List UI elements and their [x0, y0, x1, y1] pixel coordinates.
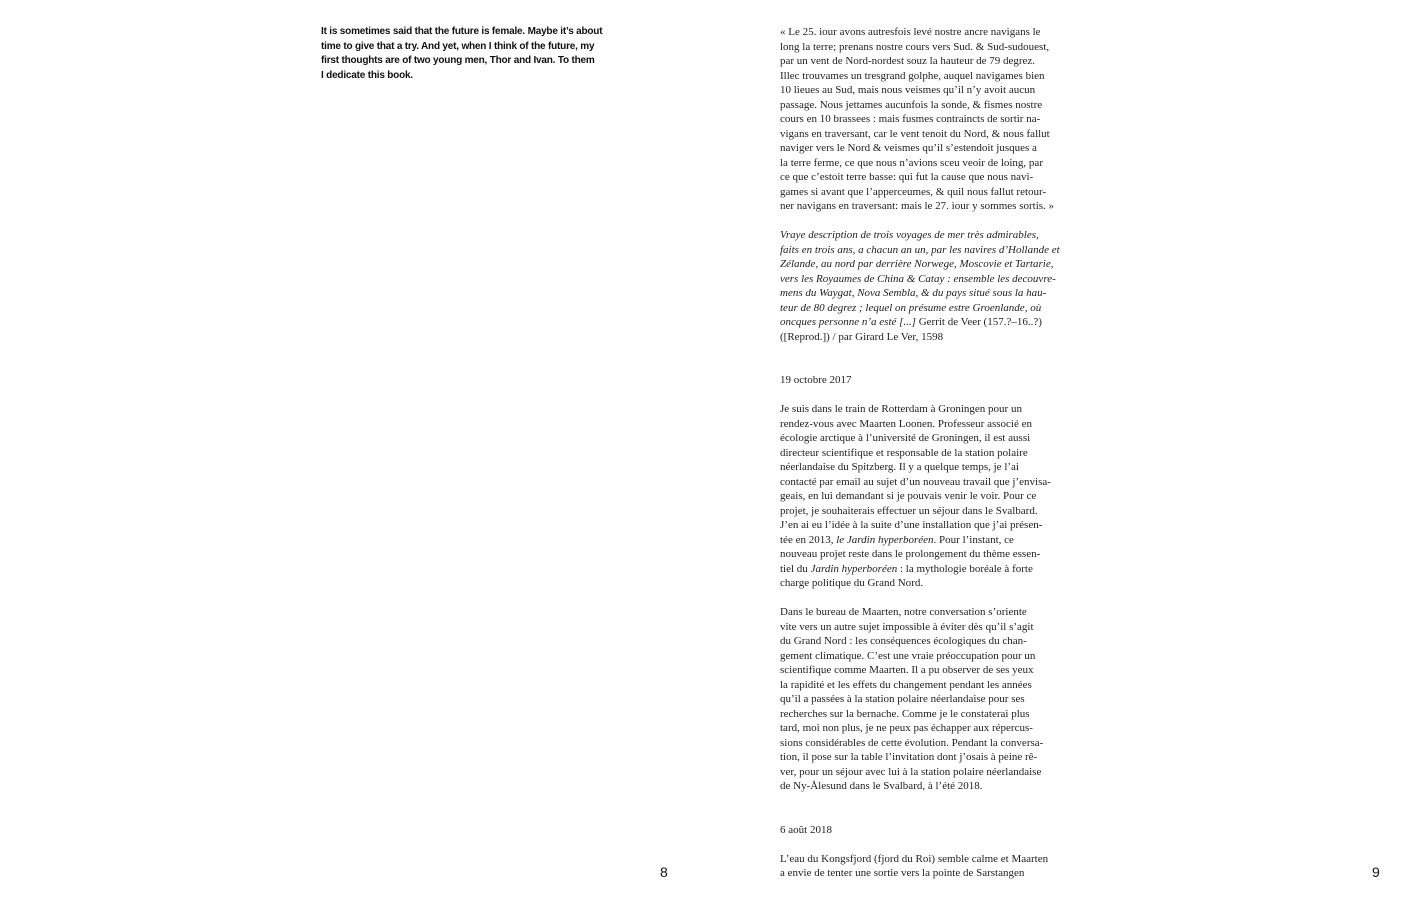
paragraph-1-text-c: : la mythologie boréale à forte charge politique du Grand Nord.	[780, 562, 1033, 589]
journal-paragraph-1	[780, 402, 1094, 591]
right-page	[706, 0, 1413, 912]
journal-paragraph-3: L’eau du Kongsfjord (fjord du Roi) semble calme et Maarten a envie de tenter une sortie vers la pointe de Sarstangen	[780, 852, 1049, 879]
quote-source-title: Vraye description de trois voyages de mer très admirables, faits en trois ans, a chacun an un, par les navires d’Hollande et Zélande, au nord par derrière Norwege, Moscovie et Tartarie, vers les Royaumes de China & Catay : ensemble les decouvre- mens du Waygat, Nova Sembla, & du pays situé sous la hau- teur de 80 degrez ; lequel on présume estre Groenlande, où oncques personne n’a esté [...]	[780, 229, 1060, 328]
body-text-column	[780, 25, 1094, 881]
page-number-right: 9	[1372, 864, 1380, 880]
journal-date-1: 19 octobre 2017	[780, 374, 852, 386]
paragraph-1-text-b: . Pour l’instant, ce nouveau projet reste dans le prolongement du thème essen- tiel du	[780, 533, 1041, 575]
paragraph-1-text-a: Je suis dans le train de Rotterdam à Groningen pour un rendez-vous avec Maarten Loonen. Professeur associé en écologie arctique à l’université de Groningen, il est aussi directeur scientifique et responsable de la station polaire néerlandaise du Spitzberg. Il y a quelque temps, je l’ai contacté par email au sujet d’un nouveau travail que j’envisa- geais, en lui demandant si je pouvais venir le voir. Pour ce projet, je souhaiterais effectuer un séjour dans le Svalbard. J’en ai eu l’idée à la suite d’une installation que j’ai présen- tée en 2013,	[780, 403, 1051, 546]
left-page	[0, 0, 706, 912]
historical-quote: « Le 25. iour avons autresfois levé nostre ancre navigans le long la terre; prenans nostre cours vers Sud. & Sud-sudouest, par un vent de Nord-nordest souz la hauteur de 79 degrez. Illec trouvames un tresgrand golphe, auquel navigames bien 10 lieues au Sud, mais nous veismes qu’il n’y avoit aucun passage. Nous jettames aucunfois la sonde, & fismes nostre cours en 10 brassees : mais fusmes contraincts de sortir na- vigans en traversant, car le vent tenoit du Nord, & nous fallut naviger vers le Nord & veismes qu’il s’estendoit jusques a la terre ferme, ce que nous n’avions sceu veoir de loing, par ce que c’estoit terre basse: qui fut la cause que nous navi- games si avant que l’apperceumes, & quil nous fallut retour- ner navigans en traversant: mais le 27. iour y sommes sortis. »	[780, 26, 1055, 212]
page-number-left: 8	[660, 864, 668, 880]
journal-date-2: 6 août 2018	[780, 823, 832, 836]
paragraph-1-italic-title-2: Jardin hyperboréen	[810, 562, 898, 575]
paragraph-1-italic-title-1: le Jardin hyperboréen	[836, 533, 934, 546]
dedication-text: It is sometimes said that the future is female. Maybe it’s about time to give that a try. And yet, when I think of the future, my first thoughts are of two young men, Thor and Ivan. To them I dedicate this book.	[321, 26, 603, 81]
quote-source	[780, 228, 1094, 344]
journal-paragraph-2: Dans le bureau de Maarten, notre conversation s’oriente vite vers un autre sujet impossible à éviter dès qu’il s’agit du Grand Nord : les conséquences écologiques du chan- gement climatique. C’est une vraie préoccupation pour un scientifique comme Maarten. Il a pu observer de ses yeux la rapidité et les effets du changement pendant les années qu’il a passées à la station polaire néerlandaise pour ses recherches sur la bernache. Comme je le constaterai plus tard, moi non plus, je ne peux pas échapper aux répercus- sions considérables de cette évolution. Pendant la conversa- tion, il pose sur la table l’invitation dont j’osais à peine rê- ver, pour un séjour avec lui à la station polaire néerlandaise de Ny-Ålesund dans le Svalbard, à l’été 2018.	[780, 606, 1044, 792]
quote-source-author: Gerrit de Veer (157.?–16..?) ([Reprod.]) / par Girard Le Ver, 1598	[780, 316, 1042, 343]
